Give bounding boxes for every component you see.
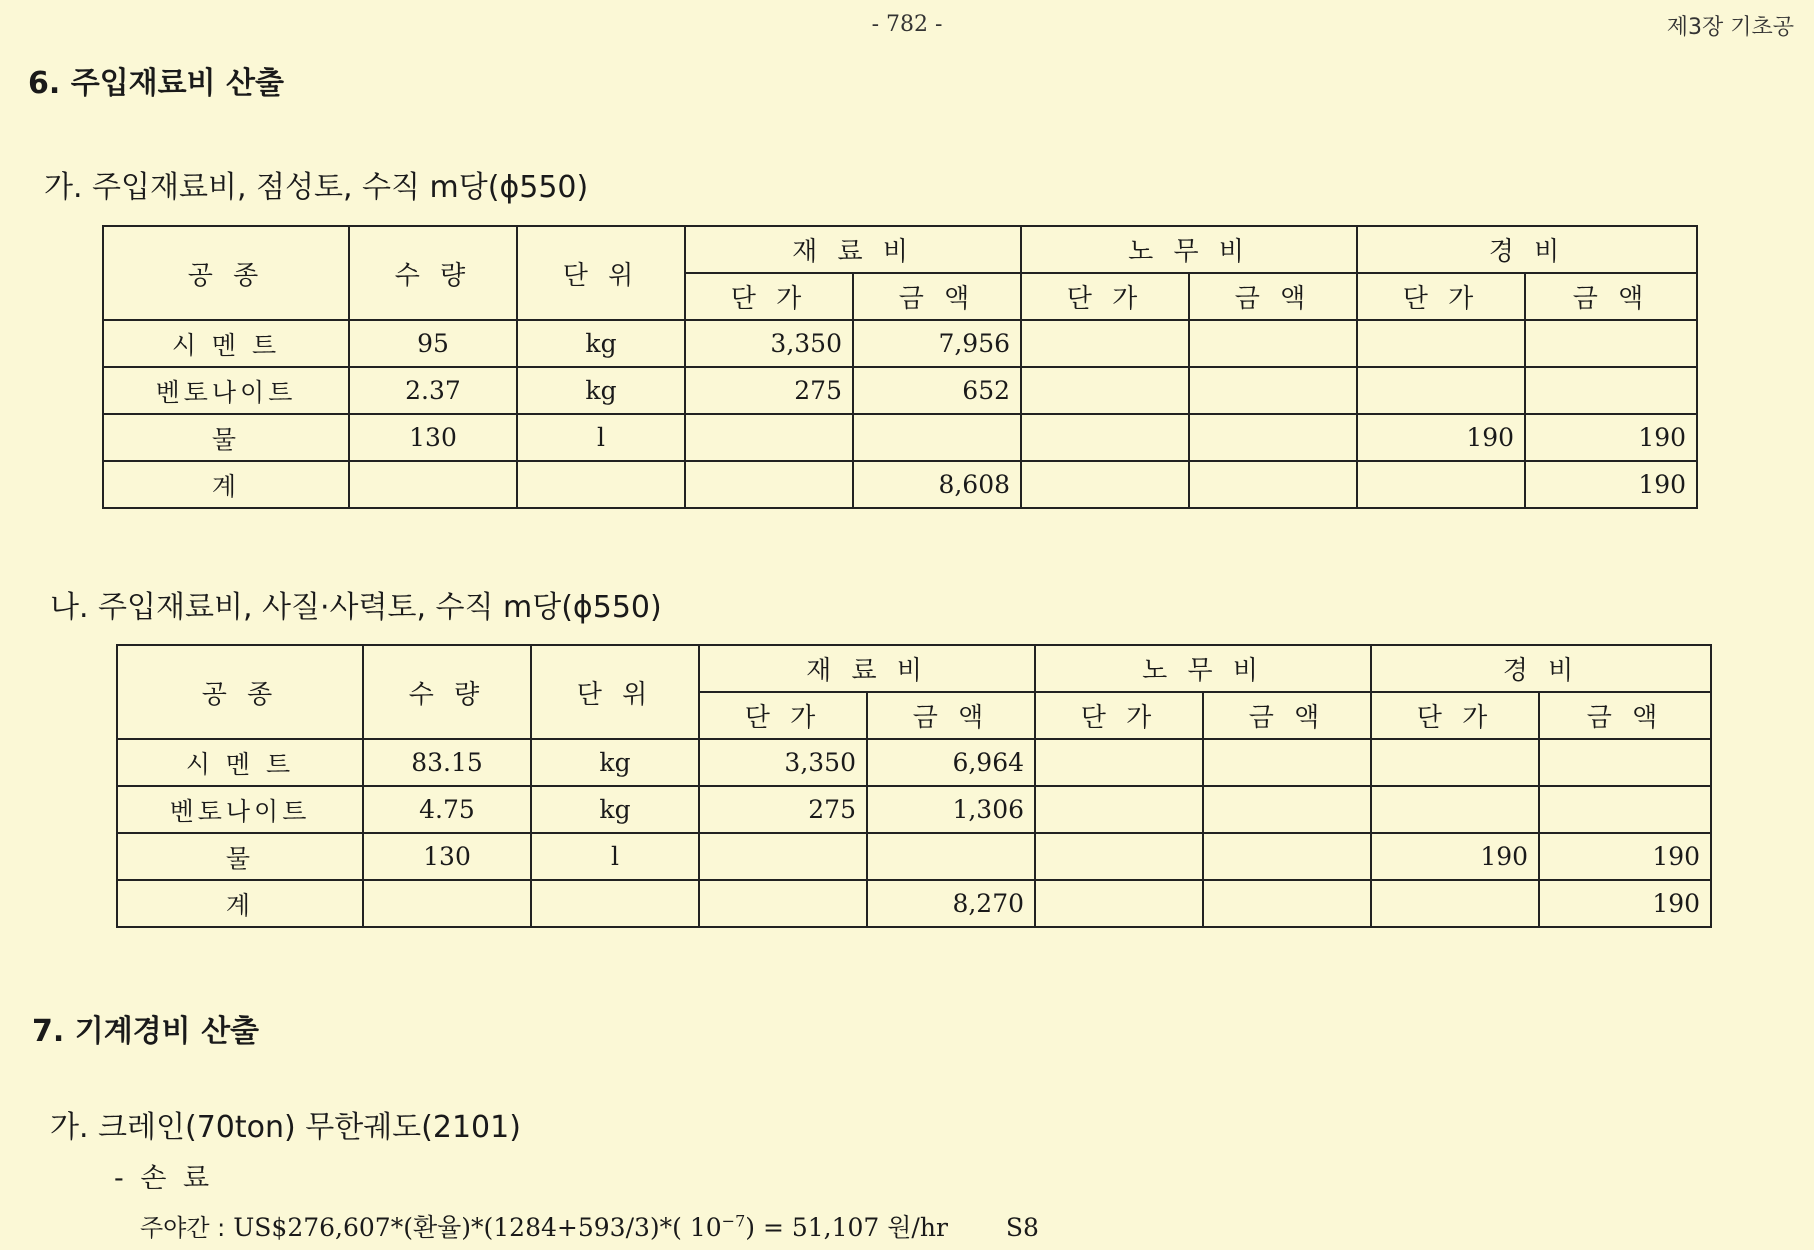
qty-cell: 2.37 xyxy=(349,367,517,414)
unit-cell: l xyxy=(531,833,699,880)
section-6-title: 6. 주입재료비 산출 xyxy=(28,66,285,101)
labor-price-cell xyxy=(1035,833,1203,880)
labor-amount-cell xyxy=(1189,461,1357,508)
qty-cell: 4.75 xyxy=(363,786,531,833)
expense-amount-cell: 190 xyxy=(1539,880,1711,927)
material-amount-cell: 1,306 xyxy=(867,786,1035,833)
header-amount: 금 액 xyxy=(867,692,1035,739)
labor-amount-cell xyxy=(1189,367,1357,414)
material-price-cell: 275 xyxy=(699,786,867,833)
material-price-cell: 275 xyxy=(685,367,853,414)
table-row xyxy=(103,367,1697,414)
material-price-cell xyxy=(685,414,853,461)
table-row-total xyxy=(117,880,1711,927)
expense-price-cell: 190 xyxy=(1357,414,1525,461)
header-amount: 금 액 xyxy=(1539,692,1711,739)
expense-price-cell xyxy=(1371,786,1539,833)
item-name: 계 xyxy=(117,880,363,927)
section-6a-title: 가. 주입재료비, 점성토, 수직 m당(ϕ550) xyxy=(44,170,589,205)
formula-exponent: −7 xyxy=(721,1211,746,1231)
material-amount-cell xyxy=(867,833,1035,880)
table-row xyxy=(117,833,1711,880)
item-name: 물 xyxy=(117,833,363,880)
labor-amount-cell xyxy=(1189,414,1357,461)
material-price-cell xyxy=(685,461,853,508)
expense-amount-cell xyxy=(1525,320,1697,367)
unit-cell: kg xyxy=(531,739,699,786)
material-amount-cell: 7,956 xyxy=(853,320,1021,367)
material-amount-cell: 652 xyxy=(853,367,1021,414)
header-unit-price: 단 가 xyxy=(1021,273,1189,320)
table-row xyxy=(117,786,1711,833)
expense-price-cell xyxy=(1371,880,1539,927)
expense-amount-cell xyxy=(1539,786,1711,833)
labor-price-cell xyxy=(1035,880,1203,927)
qty-cell: 83.15 xyxy=(363,739,531,786)
header-material: 재 료 비 xyxy=(699,645,1035,692)
expense-price-cell xyxy=(1357,367,1525,414)
material-cost-table-clay xyxy=(102,225,1698,509)
depreciation-label: - 손 료 xyxy=(114,1163,214,1194)
header-unit-price: 단 가 xyxy=(1357,273,1525,320)
section-6b-title: 나. 주입재료비, 사질·사력토, 수직 m당(ϕ550) xyxy=(50,590,662,625)
material-price-cell xyxy=(699,880,867,927)
expense-price-cell xyxy=(1357,461,1525,508)
expense-price-cell xyxy=(1371,739,1539,786)
unit-cell: kg xyxy=(517,320,685,367)
header-unit-price: 단 가 xyxy=(699,692,867,739)
item-name: 시 멘 트 xyxy=(103,320,349,367)
header-unit: 단 위 xyxy=(517,226,685,320)
unit-cell: kg xyxy=(517,367,685,414)
header-amount: 금 액 xyxy=(1203,692,1371,739)
material-amount-cell: 6,964 xyxy=(867,739,1035,786)
header-expense: 경 비 xyxy=(1357,226,1697,273)
table-row-total xyxy=(103,461,1697,508)
item-name: 계 xyxy=(103,461,349,508)
header-labor: 노 무 비 xyxy=(1021,226,1357,273)
header-qty: 수 량 xyxy=(349,226,517,320)
table-row xyxy=(103,414,1697,461)
header-item: 공 종 xyxy=(103,226,349,320)
labor-amount-cell xyxy=(1203,880,1371,927)
expense-amount-cell: 190 xyxy=(1539,833,1711,880)
material-amount-cell xyxy=(853,414,1021,461)
formula-label: 주야간 : xyxy=(140,1214,226,1242)
labor-price-cell xyxy=(1021,461,1189,508)
material-cost-table-sand xyxy=(116,644,1712,928)
expense-amount-cell: 190 xyxy=(1525,461,1697,508)
labor-price-cell xyxy=(1021,367,1189,414)
header-amount: 금 액 xyxy=(1525,273,1697,320)
item-name: 물 xyxy=(103,414,349,461)
depreciation-formula xyxy=(140,1208,1039,1244)
unit-cell xyxy=(531,880,699,927)
material-amount-cell: 8,608 xyxy=(853,461,1021,508)
unit-cell: l xyxy=(517,414,685,461)
labor-price-cell xyxy=(1035,786,1203,833)
labor-price-cell xyxy=(1021,414,1189,461)
labor-price-cell xyxy=(1035,739,1203,786)
unit-cell: kg xyxy=(531,786,699,833)
unit-cell xyxy=(517,461,685,508)
labor-amount-cell xyxy=(1203,786,1371,833)
header-unit: 단 위 xyxy=(531,645,699,739)
header-amount: 금 액 xyxy=(1189,273,1357,320)
labor-price-cell xyxy=(1021,320,1189,367)
header-expense: 경 비 xyxy=(1371,645,1711,692)
header-unit-price: 단 가 xyxy=(685,273,853,320)
header-amount: 금 액 xyxy=(853,273,1021,320)
qty-cell: 95 xyxy=(349,320,517,367)
item-name: 벤토나이트 xyxy=(103,367,349,414)
formula-result: ) = 51,107 원/hr xyxy=(745,1213,948,1242)
qty-cell: 130 xyxy=(349,414,517,461)
material-price-cell xyxy=(699,833,867,880)
material-amount-cell: 8,270 xyxy=(867,880,1035,927)
qty-cell: 130 xyxy=(363,833,531,880)
expense-amount-cell: 190 xyxy=(1525,414,1697,461)
expense-amount-cell xyxy=(1525,367,1697,414)
header-unit-price: 단 가 xyxy=(1371,692,1539,739)
item-name: 시 멘 트 xyxy=(117,739,363,786)
qty-cell xyxy=(349,461,517,508)
header-unit-price: 단 가 xyxy=(1035,692,1203,739)
formula-base: US$276,607*(환율)*(1284+593/3)*( 10 xyxy=(233,1213,722,1242)
page-number: - 782 - xyxy=(871,12,943,37)
expense-price-cell: 190 xyxy=(1371,833,1539,880)
material-price-cell: 3,350 xyxy=(685,320,853,367)
section-7a-title: 가. 크레인(70ton) 무한궤도(2101) xyxy=(50,1110,521,1145)
labor-amount-cell xyxy=(1189,320,1357,367)
table-row xyxy=(117,739,1711,786)
labor-amount-cell xyxy=(1203,833,1371,880)
header-item: 공 종 xyxy=(117,645,363,739)
chapter-label: 제3장 기초공 xyxy=(1666,15,1794,40)
header-qty: 수 량 xyxy=(363,645,531,739)
expense-price-cell xyxy=(1357,320,1525,367)
header-material: 재 료 비 xyxy=(685,226,1021,273)
item-name: 벤토나이트 xyxy=(117,786,363,833)
formula-code: S8 xyxy=(1005,1213,1039,1242)
header-labor: 노 무 비 xyxy=(1035,645,1371,692)
qty-cell xyxy=(363,880,531,927)
material-price-cell: 3,350 xyxy=(699,739,867,786)
section-7-title: 7. 기계경비 산출 xyxy=(32,1014,260,1049)
expense-amount-cell xyxy=(1539,739,1711,786)
table-row xyxy=(103,320,1697,367)
labor-amount-cell xyxy=(1203,739,1371,786)
